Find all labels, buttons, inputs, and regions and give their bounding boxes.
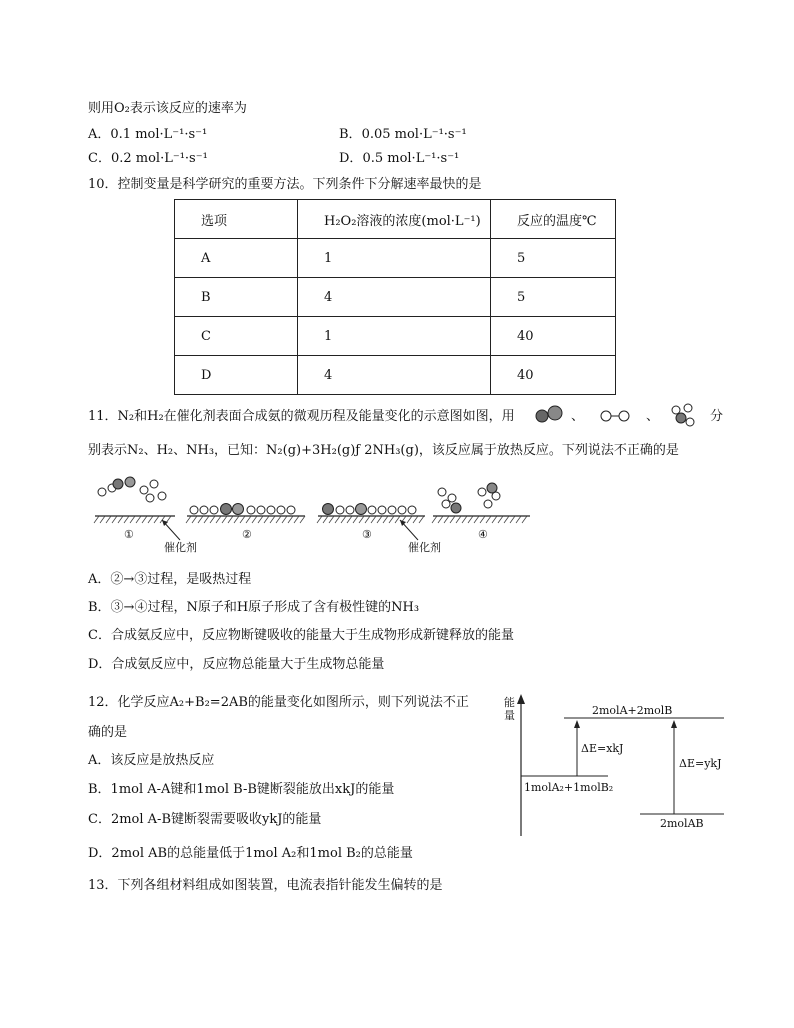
q9-option-b: B．0.05 mol·L⁻¹·s⁻¹ [339,127,467,142]
surface-hatch [300,516,305,523]
surface-hatch [148,516,153,523]
surface-hatch [264,516,269,523]
surface-hatch [329,516,334,523]
table-cell: 4 [298,356,491,395]
table-cell: 1 [298,239,491,278]
q11-option-a: A．②→③过程，是吸热过程 [88,572,252,587]
surface-hatch [389,516,394,523]
table-header-cell: 选项 [175,200,298,239]
stage-label-3: ③ [362,528,372,541]
surface-hatch [371,516,376,523]
delta-y-label: ΔE=ykJ [679,757,722,770]
surface-hatch [395,516,400,523]
surface-hatch [288,516,293,523]
stage-label-1: ① [124,528,134,541]
surface-hatch [383,516,388,523]
surface-hatch [317,516,322,523]
surface-hatch [204,516,209,523]
catalyst-label-1: 催化剂 [164,541,197,554]
surface-hatch [216,516,221,523]
table-cell: 40 [491,356,616,395]
q11-stem-line2: 别表示N₂、H₂、NH₃，已知：N₂(g)+3H₂(g)ƒ 2NH₃(g)，该反应属于放热反应。下列说法不正确的是 [88,443,679,458]
q9-option-a: A．0.1 mol·L⁻¹·s⁻¹ [88,127,208,142]
surface-hatch [198,516,203,523]
q11-option-d: D．合成氨反应中，反应物总能量大于生成物总能量 [88,657,385,672]
table-cell: C [175,317,298,356]
surface-hatch [118,516,123,523]
surface-hatch [492,516,497,523]
surface-hatch [413,516,418,523]
catalyst-label-2: 催化剂 [408,541,441,554]
surface-hatch [136,516,141,523]
surface-hatch [240,516,245,523]
surface-hatch [365,516,370,523]
surface-hatch [210,516,215,523]
surface-hatch [323,516,328,523]
stage-label-2: ② [242,528,252,541]
surface-hatch [462,516,467,523]
surface-hatch [106,516,111,523]
surface-hatch [228,516,233,523]
q11-stem-tail: 分 [710,409,724,424]
surface-hatch [246,516,251,523]
surface-hatch [456,516,461,523]
surface-hatch [186,516,191,523]
q9-option-c: C．0.2 mol·L⁻¹·s⁻¹ [88,151,208,166]
surface-hatch [504,516,509,523]
table-cell: 5 [491,278,616,317]
q12-option-d: D．2mol AB的总能量低于1mol A₂和1mol B₂的总能量 [88,846,413,861]
surface-hatch [276,516,281,523]
q10-stem: 10．控制变量是科学研究的重要方法。下列条件下分解速率最快的是 [88,177,482,192]
surface-hatch [222,516,227,523]
surface-hatch [124,516,129,523]
q9-option-d: D．0.5 mol·L⁻¹·s⁻¹ [339,151,460,166]
surface-hatch [341,516,346,523]
table-header-cell: 反应的温度℃ [491,200,616,239]
q11-sep-1: 、 [571,409,585,424]
q11-stem-line1: 11．N₂和H₂在催化剂表面合成氨的微观历程及能量变化的示意图如图，用 [88,409,515,424]
surface-hatch [192,516,197,523]
surface-hatch [522,516,527,523]
surface-hatch [347,516,352,523]
surface-hatch [142,516,147,523]
table-cell: A [175,239,298,278]
delta-x-label: ΔE=xkJ [581,742,624,755]
surface-hatch [234,516,239,523]
q12-stem-line2: 确的是 [88,725,128,740]
table-row [175,239,616,278]
surface-hatch [407,516,412,523]
surface-hatch [353,516,358,523]
q9-stem: 则用O₂表示该反应的速率为 [88,101,247,116]
q11-option-c: C．合成氨反应中，反应物断键吸收的能量大于生成物形成新键释放的能量 [88,628,514,643]
surface-hatch [154,516,159,523]
surface-hatch [480,516,485,523]
q10-table [174,199,616,395]
table-cell: 4 [298,278,491,317]
table-row [175,278,616,317]
table-header-cell: H₂O₂溶液的浓度(mol·L⁻¹) [298,200,491,239]
surface-hatch [468,516,473,523]
q11-legend-molecules [530,400,730,430]
surface-hatch [377,516,382,523]
table-cell: B [175,278,298,317]
q11-sep-2: 、 [646,409,660,424]
q11-process-diagram [90,478,550,558]
table-cell: 5 [491,239,616,278]
surface-hatch [432,516,437,523]
surface-hatch [270,516,275,523]
stage-label-4: ④ [478,528,488,541]
table-cell: 40 [491,317,616,356]
surface-hatch [438,516,443,523]
surface-hatch [258,516,263,523]
surface-hatch [112,516,117,523]
table-row [175,356,616,395]
surface-hatch [419,516,424,523]
q12-option-a: A．该反应是放热反应 [88,753,215,768]
surface-hatch [450,516,455,523]
surface-hatch [100,516,105,523]
surface-hatch [130,516,135,523]
level-left-label: 1molA₂+1molB₂ [524,781,614,794]
table-header-row [175,200,616,239]
table-cell: 1 [298,317,491,356]
surface-hatch [510,516,515,523]
q12-option-b: B．1mol A-A键和1mol B-B键断裂能放出xkJ的能量 [88,782,395,797]
surface-hatch [335,516,340,523]
surface-hatch [294,516,299,523]
table-cell: D [175,356,298,395]
q13-stem: 13．下列各组材料组成如图装置，电流表指针能发生偏转的是 [88,878,443,893]
surface-hatch [498,516,503,523]
surface-hatch [474,516,479,523]
surface-hatch [252,516,257,523]
table-row [175,317,616,356]
surface-hatch [282,516,287,523]
q12-option-c: C．2mol A-B键断裂需要吸收ykJ的能量 [88,812,322,827]
surface-hatch [516,516,521,523]
q11-option-b: B．③→④过程，N原子和H原子形成了含有极性键的NH₃ [88,600,420,615]
surface-hatch [94,516,99,523]
surface-hatch [359,516,364,523]
surface-hatch [486,516,491,523]
energy-axis-label: 能量 [504,696,515,722]
level-bottom-label: 2molAB [660,817,704,830]
level-top-label: 2molA+2molB [592,704,673,717]
surface-hatch [444,516,449,523]
q12-stem-line1: 12．化学反应A₂+B₂=2AB的能量变化如图所示，则下列说法不正 [88,695,469,710]
